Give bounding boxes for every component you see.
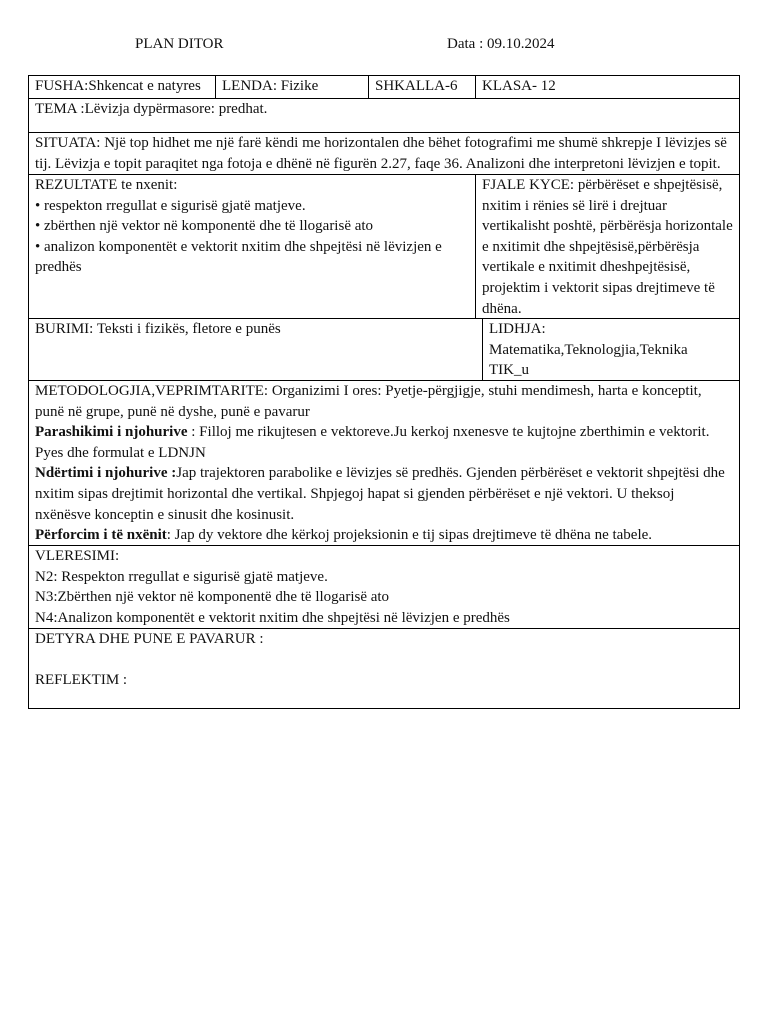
lidhja-line1: Matematika,Teknologjia,Teknika bbox=[489, 341, 688, 358]
ndertimi-text: Jap trajektoren parabolike e lëvizjes së predhës. Gjenden përbërëset e vektorit shpejtësi dhe nxitim sipas drejtimit horizontal dhe vertikal. Shpjegoj hapat si gjenden përbërëset e një vektori. U theksoj nxënësve konceptin e sinusit dhe kosinusit. bbox=[35, 465, 725, 523]
lenda-text: LENDA: Fizike bbox=[222, 78, 319, 94]
klasa-text: KLASA- 12 bbox=[482, 78, 556, 94]
detyra-row bbox=[29, 628, 739, 708]
perforcim-text: : Jap dy vektore dhe kërkoj projeksionin e tij sipas drejtimeve të dhëna ne tabele. bbox=[166, 527, 653, 544]
ndertimi-paragraph bbox=[35, 463, 733, 525]
spacer bbox=[35, 650, 733, 671]
vleresimi-n4: N4:Analizon komponentët e vektorit nxitim dhe shpejtësi në lëvizjen e predhës bbox=[35, 609, 510, 626]
rezultate-item: • analizon komponentët e vektorit nxitim dhe shpejtësi në lëvizjen e predhës bbox=[35, 238, 442, 276]
lidhja-label: LIDHJA: bbox=[489, 321, 546, 337]
vleresimi-n3: N3:Zbërthen një vektor në komponentë dhe të llogarisë ato bbox=[35, 589, 390, 606]
info-row bbox=[29, 76, 739, 98]
rezultate-heading: REZULTATE te nxenit: bbox=[35, 177, 178, 193]
tema-row bbox=[29, 98, 739, 132]
parashikimi-text: : Filloj me rikujtesen e vektoreve.Ju kerkoj nxenesve te kujtojne zberthimin e vektorit. Pyes dhe formulat e LDNJN bbox=[35, 424, 710, 461]
vleresimi-row bbox=[29, 545, 739, 628]
fusha-cell bbox=[29, 76, 215, 98]
metodologjia-cell bbox=[29, 381, 739, 546]
burimi-text: BURIMI: Teksti i fizikës, fletore e punës bbox=[35, 321, 281, 337]
perforcim-paragraph bbox=[35, 525, 733, 546]
reflektim-text: REFLEKTIM : bbox=[35, 672, 128, 689]
tema-text: TEMA :Lëvizja dypërmasore: predhat. bbox=[35, 101, 268, 117]
plan-date: Data : 09.10.2024 bbox=[447, 36, 555, 52]
vleresimi-heading: VLERESIMI: bbox=[35, 548, 120, 564]
rezultate-item: • zbërthen një vektor në komponentë dhe të llogarisë ato bbox=[35, 218, 374, 235]
vleresimi-cell bbox=[29, 546, 739, 628]
parashikimi-label: Parashikimi i njohurive bbox=[35, 424, 188, 441]
lenda-cell bbox=[215, 76, 368, 98]
situata-row bbox=[29, 132, 739, 174]
detyra-text: DETYRA DHE PUNE E PAVARUR : bbox=[35, 631, 264, 647]
fjale-kyce-cell bbox=[475, 175, 739, 318]
fjale-kyce-text: FJALE KYCE: përbërëset e shpejtësisë, nxitim i rënies së lirë i drejtuar vertikalisht poshtë, përbërësja horizontale e nxitimit dhe shpejtësisë,përbërësja vertikale e nxitimit dheshpejtësisë, projektim i vektorit sipas drejtimeve të dhëna. bbox=[482, 177, 733, 317]
klasa-cell bbox=[475, 76, 739, 98]
shkalla-text: SHKALLA-6 bbox=[375, 78, 458, 94]
metodologjia-row bbox=[29, 380, 739, 545]
metodologjia-intro: METODOLOGJIA,VEPRIMTARITE: Organizimi I ores: Pyetje-përgjigje, stuhi mendimesh, harta e konceptit, punë në grupe, punë në dyshe, punë e pavarur bbox=[35, 383, 702, 420]
detyra-cell bbox=[29, 629, 739, 691]
plan-title: PLAN DITOR bbox=[135, 36, 224, 52]
rezultate-item: • respekton rregullat e sigurisë gjatë matjeve. bbox=[35, 197, 306, 214]
ndertimi-label: Ndërtimi i njohurive : bbox=[35, 465, 177, 482]
perforcim-label: Përforcim i të nxënit bbox=[35, 527, 167, 544]
burimi-cell bbox=[29, 319, 482, 380]
shkalla-cell bbox=[368, 76, 475, 98]
plan-table bbox=[28, 75, 740, 709]
lidhja-cell bbox=[482, 319, 739, 380]
situata-text: SITUATA: Një top hidhet me një farë këndi me horizontalen dhe bëhet fotografimi me shumë shkrepje I lëvizjes së tij. Lëvizja e topit paraqitet nga fotoja e dhënë në figurën 2.27, faqe 36. Analizoni dhe interpretoni lëvizjen e topit. bbox=[35, 135, 727, 172]
burimi-row bbox=[29, 318, 739, 380]
lidhja-line2: TIK_u bbox=[489, 362, 529, 379]
fusha-text: FUSHA:Shkencat e natyres bbox=[35, 78, 201, 94]
vleresimi-n2: N2: Respekton rregullat e sigurisë gjatë matjeve. bbox=[35, 568, 328, 585]
rezultate-row bbox=[29, 174, 739, 318]
rezultate-cell bbox=[29, 175, 475, 318]
parashikimi-paragraph bbox=[35, 422, 733, 463]
